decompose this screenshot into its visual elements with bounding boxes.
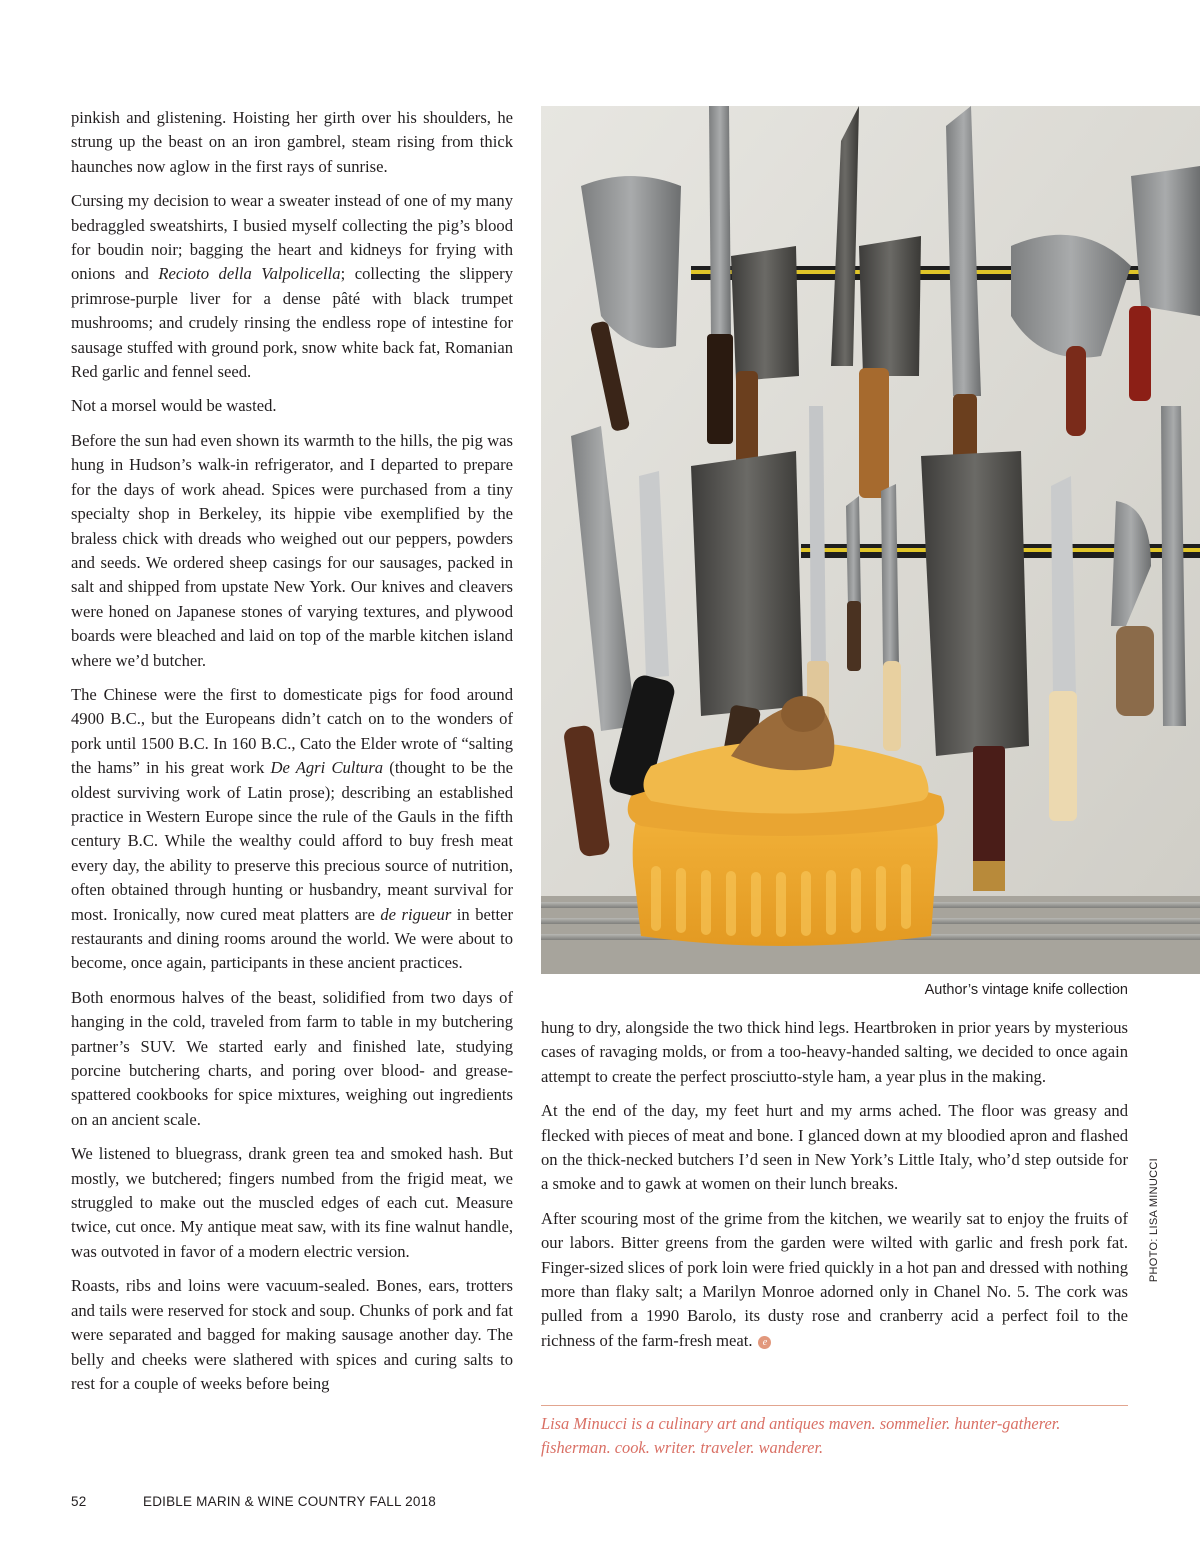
paragraph: Not a morsel would be wasted. [71,396,277,416]
end-mark-icon: e [758,1336,771,1349]
knife-illustration [541,106,1200,974]
photo-credit-text: PHOTO: LISA MINUCCI [1148,1158,1160,1283]
paragraph: Before the sun had even shown its warmth to the hills, the pig was hung in Hudson’s walk-in refrigerator, and I departed to prepare for the days of work ahead. Spices were purchased from a tiny specialty shop in Berkeley, its hippie vibe exemplified by the braless chick with dreads who weighed out our peppers, powders and seeds. We ordered sheep casings for our sausages, packed in salt and shipped from upstate New York. Our knives and cleavers were honed on Japanese stones of varying textures, and plywood boards were bleached and laid on top of the marble kitchen island where we’d butcher. [71,430,513,670]
paragraph: The Chinese were the first to domesticate pigs for food around 4900 B.C., but the Europeans didn’t catch on to the wonders of pork until 1500 B.C. In 160 B.C., Cato the Elder wrote of “salting the hams” in his great work De Agri Cultura (thought to be the oldest surviving work of Latin prose); describing an established practice in Western Europe since the rule of the Gauls in the fifth century B.C. While the wealthy could afford to buy fresh meat every day, the ability to preserve this precious source of nutrition, often obtained through hunting or husbandry, meant survival for most. Ironically, now cured meat platters are de rigueur in better restaurants and dining rooms around the world. We were about to become, once again, participants in these ancient practices. [71,684,513,973]
author-bio: Lisa Minucci is a culinary art and antiques maven. sommelier. hunter-gatherer. fisherman. cook. writer. traveler. wanderer. [541,1414,1061,1457]
paragraph: Cursing my decision to wear a sweater instead of one of my many bedraggled sweatshirts, I busied myself collecting the pig’s blood for boudin noir; bagging the heart and kidneys for frying with onions and Recioto della Valpolicella; collecting the slippery primrose-purple liver for a dense pâté with black trumpet mushrooms; and crudely rinsing the endless rope of intestine for sausage stuffed with ground pork, snow white back fat, Romanian Red garlic and fennel seed. [71,191,513,382]
article-left-column [71,106,513,1406]
paragraph: After scouring most of the grime from the kitchen, we wearily sat to enjoy the fruits of our labors. Bitter greens from the garden were wilted with garlic and fresh pork fat. Finger-sized slices of pork loin were fried quickly in a hot pan and dressed with nothing more than flaky salt; a Marilyn Monroe adorned only in Chanel No. 5. The cork was pulled from a 1990 Barolo, its dusty rose and cranberry acid a perfect foil to the richness of the farm-fresh meat. e [541,1208,1128,1350]
paragraph: hung to dry, alongside the two thick hind legs. Heartbroken in prior years by mysterious cases of ravaging molds, or from a too-heavy-handed salting, we decided to once again attempt to create the perfect prosciutto-style ham, a year plus in the making. [541,1018,1128,1086]
page-number: 52 [71,1494,87,1509]
knife-collection-photo [541,106,1200,974]
paragraph: At the end of the day, my feet hurt and my arms ached. The floor was greasy and flecked with pieces of meat and bone. I glanced down at my bloodied apron and flashed on the thick-necked butchers I’d seen in New York’s Little Italy, who’d step outside for a smoke and to gawk at women on their lunch breaks. [541,1101,1128,1194]
article-right-column [541,1016,1128,1363]
paragraph: pinkish and glistening. Hoisting her girth over his shoulders, he strung up the beast on an iron gambrel, steam rising from thick haunches now aglow in the first rays of sunrise. [71,108,513,176]
photo-caption: Author’s vintage knife collection [924,982,1128,998]
bio-divider [541,1405,1128,1406]
paragraph: We listened to bluegrass, drank green tea and smoked hash. But mostly, we butchered; fingers numbed from the frigid meat, we struggled to make out the muscled edges of each cut. Measure twice, cut once. My antique meat saw, with its fine walnut handle, was outvoted in favor of a modern electric version. [71,1144,513,1261]
publication-name: EDIBLE MARIN & WINE COUNTRY FALL 2018 [143,1494,436,1509]
paragraph: Both enormous halves of the beast, solidified from two days of hanging in the cold, traveled from farm to table in my butchering partner’s SUV. We started early and finished late, studying porcine butchering charts, and poring over blood- and grease-spattered cookbooks for spice mixtures, weighing out ingredients on an ancient scale. [71,987,513,1129]
paragraph: Roasts, ribs and loins were vacuum-sealed. Bones, ears, trotters and tails were reserved for stock and soup. Chunks of pork and fat were separated and bagged for making sausage another day. The belly and cheeks were slathered with spices and curing salts to rest for a couple of weeks before being [71,1276,513,1393]
